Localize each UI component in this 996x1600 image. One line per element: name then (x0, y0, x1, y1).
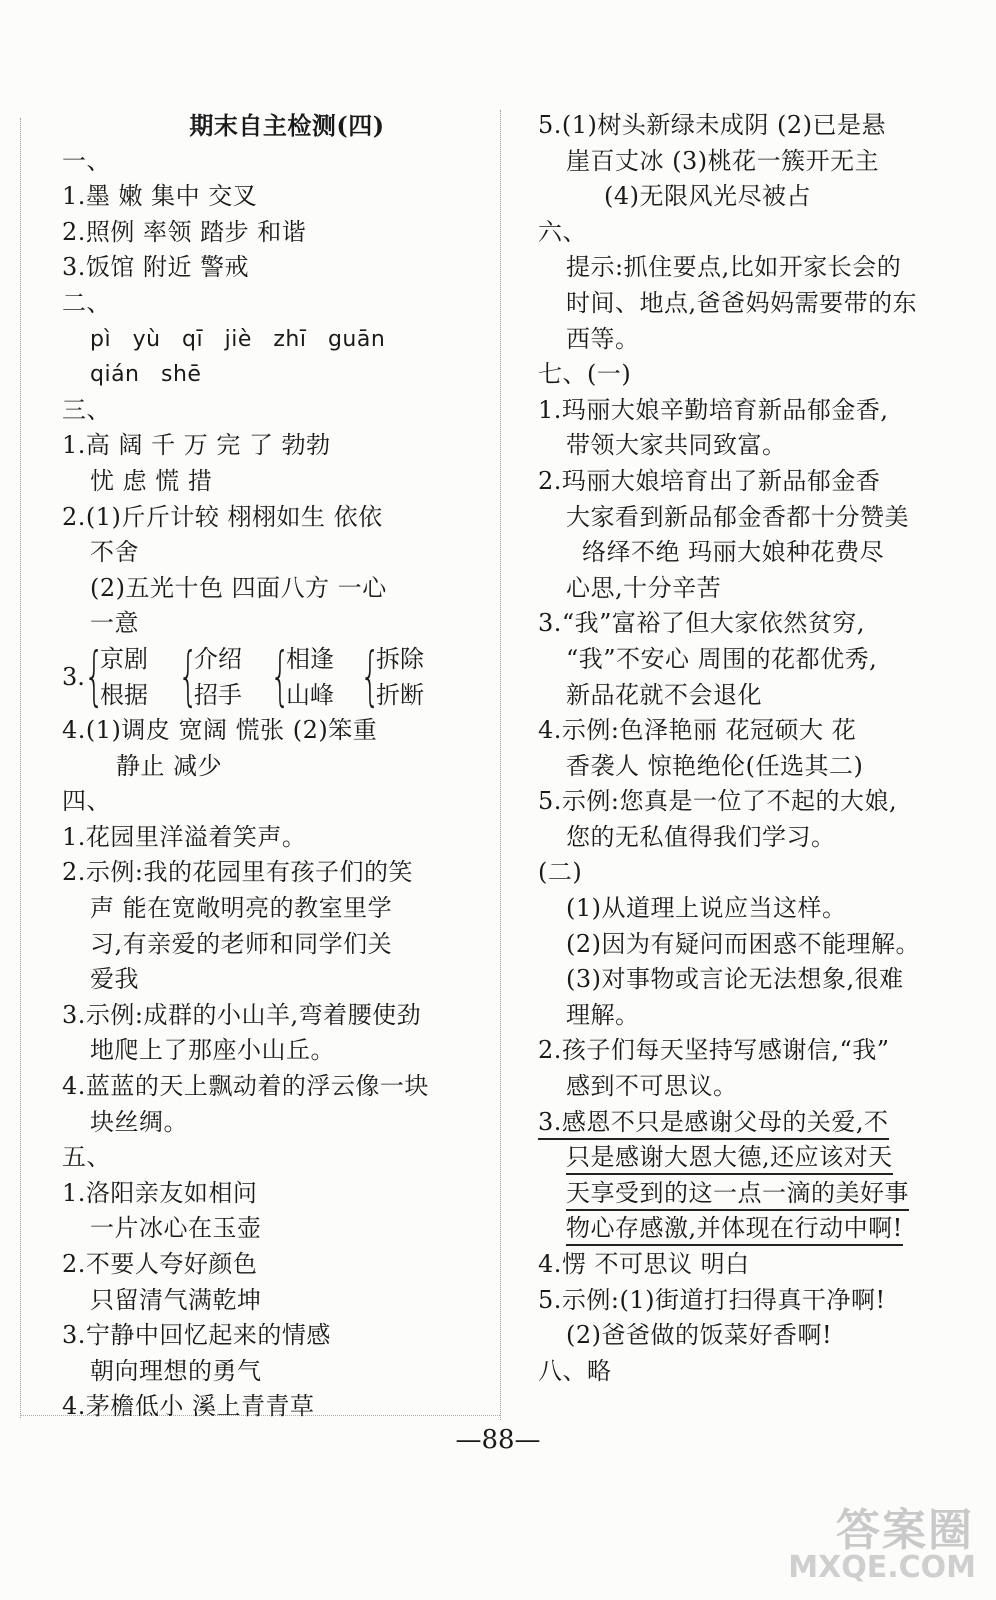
answer-line: 大家看到新品郁金香都十分赞美 (566, 502, 909, 531)
answer-line: 4.愣 不可思议 明白 (538, 1250, 750, 1278)
left-brace-icon: { (360, 639, 381, 714)
answer-line: 1.洛阳亲友如相问 (62, 1178, 258, 1207)
page-number: —88— (455, 1425, 541, 1455)
answer-line: 5.示例:您真是一位了不起的大娘, (538, 787, 898, 816)
answer-line: 崖百丈冰 (3)桃花一簇开无主 (566, 146, 880, 175)
left-column (62, 108, 482, 1425)
section-heading: 二、 (62, 288, 111, 317)
answer-line: 一意 (90, 609, 139, 638)
answer-line: 带领大家共同致富。 (566, 431, 787, 460)
brace-word: 折断 (376, 680, 424, 709)
section-heading: 八、略 (538, 1356, 612, 1385)
watermark-domain: MXQE.COM (788, 1550, 976, 1585)
underlined-text: 3.感恩不只是感谢父母的关爱,不 (538, 1108, 889, 1140)
section-heading: 六、 (538, 217, 587, 246)
answer-line: 心思,十分辛苦 (566, 573, 722, 602)
left-margin-divider (20, 118, 21, 1418)
answer-line: 3.示例:成群的小山羊,弯着腰使劲 (62, 1000, 422, 1029)
left-brace-icon: { (84, 639, 105, 714)
answer-line: 2.照例 率领 踏步 和谐 (62, 217, 307, 246)
answer-line: 络绎不绝 玛丽大娘种花费尽 (582, 538, 885, 567)
answer-line: 爱我 (90, 965, 139, 994)
answer-line: 4.茅檐低小 溪上青青草 (62, 1392, 315, 1421)
answer-line: 5.示例:(1)街道打扫得真干净啊! (538, 1285, 886, 1314)
answer-line: (4)无限风光尽被占 (604, 182, 811, 211)
answer-line: 提示:抓住要点,比如开家长会的 (566, 253, 902, 282)
answer-line: 3.“我”富裕了但大家依然贫穷, (538, 609, 866, 638)
answer-line: 时间、地点,爸爸妈妈需要带的东 (566, 288, 918, 317)
underlined-answer-line (538, 1176, 958, 1212)
section-heading: 五、 (62, 1143, 111, 1172)
answer-line: 2.玛丽大娘培育出了新品郁金香 (538, 466, 881, 495)
answer-line: (2)因为有疑问而困惑不能理解。 (566, 929, 920, 958)
answer-line: “我”不安心 周围的花都优秀, (566, 644, 878, 673)
brace-word: 介绍 (194, 644, 242, 673)
answer-line: 4.蓝蓝的天上飘动着的浮云像一块 (62, 1072, 429, 1101)
underlined-text: 物心存感激,并体现在行动中啊! (566, 1214, 903, 1246)
answer-line: 1.墨 嫩 集中 交叉 (62, 182, 258, 211)
pinyin-line: qián shē (90, 362, 202, 388)
section-heading: 四、 (62, 787, 111, 816)
answer-line: 1.高 阔 千 万 完 了 勃勃 (62, 431, 331, 460)
answer-line: 理解。 (566, 1000, 640, 1029)
answer-line: (2)五光十色 四面八方 一心 (90, 573, 387, 602)
answer-line: 静止 减少 (116, 751, 223, 780)
answer-line: 2.(1)斤斤计较 栩栩如生 依依 (62, 502, 383, 531)
brace-word: 山峰 (286, 680, 334, 709)
answer-line: 朝向理想的勇气 (90, 1356, 262, 1385)
brace-word: 京剧 (100, 644, 148, 673)
answer-line: 西等。 (566, 324, 640, 353)
underlined-text: 只是感谢大恩大德,还应该对天 (566, 1143, 893, 1175)
answer-line: 4.示例:色泽艳丽 花冠硕大 花 (538, 716, 857, 745)
underlined-answer-line (538, 1140, 958, 1176)
answer-line: 新品花就不会退化 (566, 680, 762, 709)
column-divider (500, 110, 501, 1420)
answer-line: (3)对事物或言论无法想象,很难 (566, 965, 904, 994)
answer-line: 2.示例:我的花园里有孩子们的笑 (62, 858, 413, 887)
underlined-answer-line (538, 1105, 958, 1141)
brace-word: 相逢 (286, 644, 334, 673)
brace-word: 拆除 (376, 644, 424, 673)
left-brace-icon: { (178, 639, 199, 714)
answer-line: 习,有亲爱的老师和同学们关 (90, 929, 393, 958)
section-heading: 七、(一) (538, 360, 632, 389)
page-title: 期末自主检测(四) (189, 111, 385, 140)
right-column (538, 108, 958, 1389)
answer-line: 忧 虑 慌 措 (90, 466, 213, 495)
answer-line: 5.(1)树头新绿未成阴 (2)已是悬 (538, 111, 887, 139)
answer-line: (1)从道理上说应当这样。 (566, 894, 847, 923)
brace-word: 根据 (100, 680, 148, 709)
answer-line: 1.花园里洋溢着笑声。 (62, 822, 307, 851)
underlined-text: 天享受到的这一点一滴的美好事 (566, 1179, 909, 1211)
answer-line: 感到不可思议。 (566, 1072, 738, 1101)
left-brace-icon: { (270, 639, 291, 714)
answer-line: 2.不要人夸好颜色 (62, 1250, 258, 1278)
answer-line: 香袭人 惊艳绝伦(任选其二) (566, 751, 864, 780)
brace-word: 招手 (194, 680, 242, 709)
pinyin-line: pì yù qī jiè zhī guān (90, 326, 386, 352)
answer-line: 声 能在宽敞明亮的教室里学 (90, 894, 393, 923)
answer-line: 块丝绸。 (90, 1107, 188, 1136)
answer-line: 4.(1)调皮 宽阔 慌张 (2)笨重 (62, 716, 378, 745)
answer-line: 1.玛丽大娘辛勤培育新品郁金香, (538, 395, 889, 424)
answer-line: 地爬上了那座小山丘。 (90, 1036, 335, 1065)
section-heading: (二) (538, 858, 583, 887)
underlined-answer-line (538, 1211, 958, 1247)
section-heading: 三、 (62, 395, 111, 424)
answer-line: (2)爸爸做的饭菜好香啊! (566, 1321, 833, 1350)
brace-answer-block (62, 639, 482, 714)
brace-number: 3. (62, 662, 85, 691)
answer-line: 一片冰心在玉壶 (90, 1214, 262, 1243)
watermark-text: 答案圈 (836, 1505, 974, 1556)
answer-line: 只留清气满乾坤 (90, 1285, 262, 1314)
answer-line: 2.孩子们每天坚持写感谢信,“我” (538, 1036, 890, 1065)
watermark-logo (788, 1492, 984, 1592)
section-heading: 一、 (62, 146, 111, 175)
answer-line: 不舍 (90, 538, 139, 567)
answer-line: 3.饭馆 附近 警戒 (62, 253, 250, 282)
answer-line: 3.宁静中回忆起来的情感 (62, 1321, 331, 1350)
answer-line: 您的无私值得我们学习。 (566, 822, 836, 851)
